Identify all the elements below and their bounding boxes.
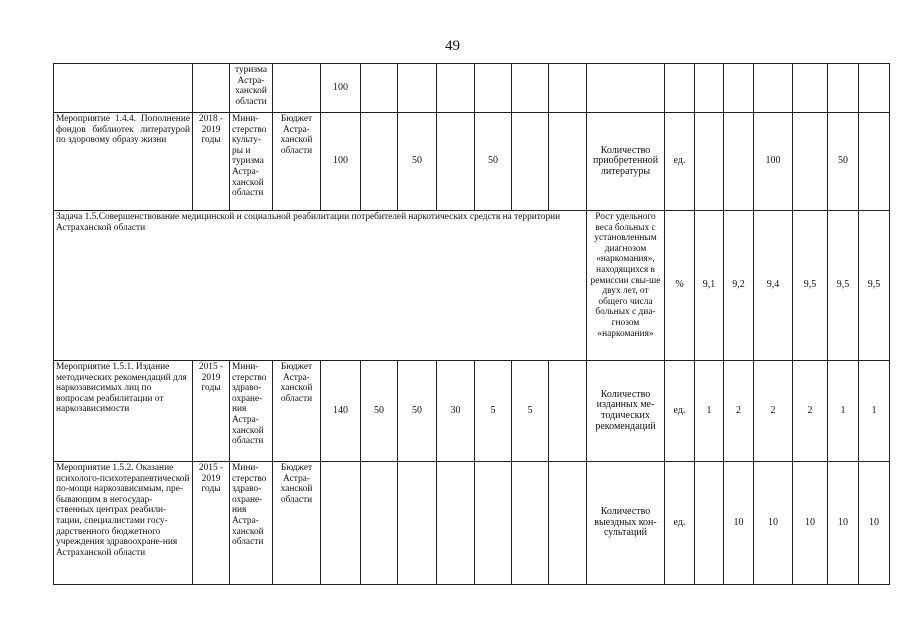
value-cell: 10 [859,462,890,585]
value-cell [695,113,724,211]
value-cell: 9,4 [754,211,793,361]
funding-cell [512,462,549,585]
executor-cell: Мини-стерство здраво-охране-ния Астра-ханской области [230,462,273,585]
funding-cell: 5 [512,361,549,462]
value-cell: 10 [754,462,793,585]
value-cell: 9,5 [828,211,859,361]
source-cell: Бюджет Астра-ханской области [273,113,321,211]
funding-cell [549,113,587,211]
value-cell: 1 [828,361,859,462]
years-cell: 2015 - 2019 годы [193,462,230,585]
measure-cell: Мероприятие 1.5.1. Издание методических рекомендаций для наркозависимых лиц по вопросам реабилитации от наркозависимости [54,361,193,462]
unit-cell: % [665,211,695,361]
indicator-cell: Количество выездных кон-сультаций [587,462,665,585]
indicator-cell [587,64,665,113]
years-cell [193,64,230,113]
value-cell [724,113,754,211]
program-table [53,63,890,585]
table-row-measure-1-4-4 [54,113,890,211]
table-row-task-1-5 [54,211,890,361]
funding-cell [398,64,437,113]
funding-cell [549,361,587,462]
value-cell [793,64,828,113]
indicator-cell: Количество приобретенной литературы [587,113,665,211]
funding-cell: 140 [321,361,361,462]
measure-cell: Мероприятие 1.5.2. Оказание психолого-психотерапевтической по-мощи наркозависимым, пре-бывающим в негосудар-ственных центрах реабили-тации, специалистами госу-дарственного бюджетного учреждения здравоохране-ния Астраханской области [54,462,193,585]
funding-cell [361,462,398,585]
value-cell: 2 [724,361,754,462]
funding-cell [437,113,475,211]
value-cell [828,64,859,113]
unit-cell: ед. [665,113,695,211]
executor-cell: туризма Астра-ханской области [230,64,273,113]
value-cell: 50 [828,113,859,211]
funding-cell [321,462,361,585]
value-cell: 2 [754,361,793,462]
unit-cell: ед. [665,361,695,462]
unit-cell [665,64,695,113]
value-cell [695,462,724,585]
funding-cell: 50 [398,361,437,462]
funding-cell [549,462,587,585]
value-cell [754,64,793,113]
funding-cell [437,64,475,113]
funding-cell [361,113,398,211]
years-cell: 2018 - 2019 годы [193,113,230,211]
funding-cell [398,462,437,585]
measure-cell: Мероприятие 1.4.4. Пополнение фондов библиотек литературой по здоровому образу жизни [54,113,193,211]
value-cell [724,64,754,113]
measure-cell [54,64,193,113]
value-cell: 1 [859,361,890,462]
value-cell [859,64,890,113]
funding-cell: 50 [398,113,437,211]
funding-cell: 100 [321,64,361,113]
table-row-measure-1-5-1 [54,361,890,462]
table-row-continuation [54,64,890,113]
value-cell: 2 [793,361,828,462]
funding-cell [512,113,549,211]
funding-cell: 30 [437,361,475,462]
unit-cell: ед. [665,462,695,585]
funding-cell [549,64,587,113]
value-cell: 10 [724,462,754,585]
funding-cell [475,64,512,113]
funding-cell: 50 [361,361,398,462]
executor-cell: Мини-стерство культу-ры и туризма Астра-ханской области [230,113,273,211]
value-cell: 100 [754,113,793,211]
funding-cell: 100 [321,113,361,211]
executor-cell: Мини-стерство здраво-охране-ния Астра-ханской области [230,361,273,462]
value-cell: 9,2 [724,211,754,361]
indicator-cell: Количество изданных ме-тодических рекомендаций [587,361,665,462]
page-number: 49 [445,38,460,54]
source-cell: Бюджет Астра-ханской области [273,361,321,462]
value-cell [859,113,890,211]
funding-cell [475,462,512,585]
years-cell: 2015 - 2019 годы [193,361,230,462]
funding-cell [512,64,549,113]
task-cell: Задача 1.5.Совершенствование медицинской и социальной реабилитации потребителей наркотических средств на территории Астраханской области [54,211,587,361]
value-cell: 1 [695,361,724,462]
source-cell: Бюджет Астра-ханской области [273,462,321,585]
value-cell: 9,5 [793,211,828,361]
value-cell [695,64,724,113]
value-cell [793,113,828,211]
funding-cell: 50 [475,113,512,211]
funding-cell [361,64,398,113]
source-cell [273,64,321,113]
value-cell: 9,5 [859,211,890,361]
funding-cell: 5 [475,361,512,462]
value-cell: 10 [793,462,828,585]
indicator-cell: Рост удельного веса больных с установленным диагнозом «наркомания», находящихся в ремиссии свы-ше двух лет, от общего числа больных с диа-гнозом «наркомания» [587,211,665,361]
value-cell: 9,1 [695,211,724,361]
table-row-measure-1-5-2 [54,462,890,585]
funding-cell [437,462,475,585]
value-cell: 10 [828,462,859,585]
